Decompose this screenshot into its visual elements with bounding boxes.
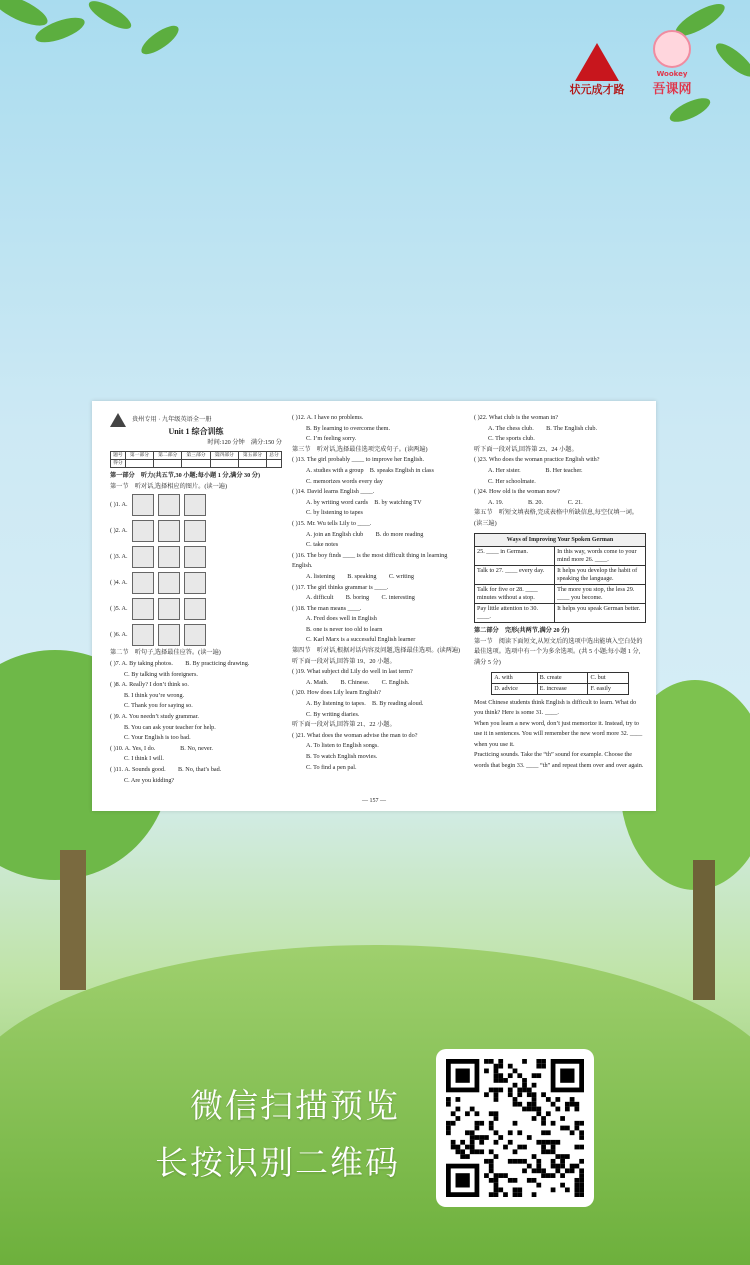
question-line: A. By listening to tapes. B. By reading aloud. <box>306 700 424 708</box>
score-cell <box>182 460 210 468</box>
question-line: A. difficult B. boring C. interesting <box>306 594 415 602</box>
question-line: C. To find a pen pal. <box>306 763 357 771</box>
score-cell: 第二部分 <box>154 452 182 460</box>
question-line: C. By writing diaries. <box>306 710 360 718</box>
question-line: ( )22. What club is the woman in? <box>474 414 559 421</box>
question-line: 第四节 听对话,根据对话内容及问题,选择最佳选项。(读两遍) <box>292 647 461 655</box>
score-table <box>110 451 282 468</box>
listening-table <box>474 533 646 624</box>
question-line: C. Her schoolmate. <box>488 477 536 485</box>
question-line: ( )11. A. Sounds good. B. No, that’s bad. <box>110 765 222 773</box>
qr-code-icon[interactable] <box>446 1059 584 1197</box>
question-line: ( )13. The girl probably ____ to improve her English. <box>292 456 425 464</box>
question-line: A. To listen to English songs. <box>306 742 379 750</box>
table-cell: The more you stop, the less 29. ____ you become. <box>555 585 646 604</box>
question-line: C. memorizes words every day <box>306 477 383 485</box>
question-line: ( )18. The man means ____. <box>292 604 362 612</box>
table-cell: It helps you develop the habit of speaking the language. <box>555 566 646 585</box>
table-row <box>475 604 646 623</box>
question-line: ( )20. How does Lily learn English? <box>292 689 381 697</box>
option-cell: D. advice <box>492 683 537 694</box>
paper-column-1 <box>110 413 282 786</box>
question-line: C. Thank you for saying so. <box>124 702 193 710</box>
paper-header <box>110 413 282 427</box>
passage-paragraph: Most Chinese students think English is difficult to learn. What do you think? Here is some 31. ____. <box>474 698 637 717</box>
question-line: ( )9. A. You needn’t study grammar. <box>110 712 199 720</box>
question-line: B. To watch English movies. <box>306 753 378 760</box>
question-line: B. You can ask your teacher for help. <box>124 723 216 731</box>
question-line: C. Karl Marx is a successful English learner <box>306 636 416 644</box>
part2-section1-heading: 第一节 阅读下面短文,从短文后的选项中选出能填入空白处的最佳选项。选项中有一个为多余选项。(共 5 小题;每小题 1 分,满分 5 分) <box>474 637 643 666</box>
table-cell: Talk to 27. ____ every day. <box>475 566 555 585</box>
picture-option-image <box>158 572 180 594</box>
question-line: ( )16. The boy finds ____ is the most difficult thing in learning English. <box>292 551 448 570</box>
table-row <box>475 585 646 604</box>
picture-option-image <box>158 624 180 646</box>
picture-option-image <box>132 494 154 516</box>
section2-heading: 第二节 听句子,选择最佳应答。(读一遍) <box>110 649 221 657</box>
score-cell: 第一部分 <box>125 452 153 460</box>
paper-logo-icon <box>110 413 126 427</box>
question-line: 听下面一段对话,回答第 21、22 小题。 <box>292 721 396 729</box>
score-cell <box>267 460 282 468</box>
picture-option-image <box>184 546 206 568</box>
option-cell: C. but <box>588 672 628 683</box>
picture-question-row <box>110 596 282 622</box>
question-line: ( )8. A. Really? I don’t think so. <box>110 681 189 689</box>
paper-time: 时间:120 分钟 满分:150 分 <box>207 438 282 446</box>
question-line: 第三节 听对话,选择最佳选项完成句子。(读两遍) <box>292 445 428 453</box>
question-line: ( )12. A. I have no problems. <box>292 414 364 421</box>
question-line: C. I think I will. <box>124 755 164 763</box>
zhuangyuan-logo <box>566 43 628 97</box>
qr-code-card[interactable] <box>436 1049 594 1207</box>
question-line: 听下面一段对话,回答第 23、24 小题。 <box>474 445 578 453</box>
question-line: ( )21. What does the woman advise the man to do? <box>292 731 418 739</box>
table-cell: It helps you speak German better. <box>555 604 646 623</box>
question-line: ( )7. A. By taking photos. B. By practicing drawing. <box>110 659 250 667</box>
scan-preview-text: 微信扫描预览 <box>190 1086 400 1125</box>
question-line: C. Your English is too bad. <box>124 734 191 742</box>
options-box <box>491 672 629 695</box>
picture-option-image <box>184 572 206 594</box>
score-cell: 总分 <box>267 452 282 460</box>
question-line: 第五节 听短文填表格,完成表格中所缺信息,每空仅填一词。(读三遍) <box>474 509 638 527</box>
score-cell <box>125 460 153 468</box>
long-press-qr-text: 长按识别二维码 <box>155 1143 400 1182</box>
wukewang-logo <box>642 30 702 97</box>
question-label: ( )3. A. <box>110 553 128 561</box>
column2-questions <box>292 413 464 773</box>
picture-question-row <box>110 570 282 596</box>
picture-option-image <box>132 520 154 542</box>
picture-option-image <box>132 624 154 646</box>
score-cell: 得分 <box>111 460 126 468</box>
column1-questions <box>110 659 282 786</box>
picture-question-row <box>110 492 282 518</box>
question-line: ( )23. Who does the woman practice English with? <box>474 456 600 464</box>
picture-option-image <box>158 494 180 516</box>
triangle-logo-icon <box>575 43 619 81</box>
table-title: Ways of Improving Your Spoken German <box>475 533 646 547</box>
question-line: C. Are you kidding? <box>124 776 175 784</box>
question-line: A. studies with a group B. speaks English in class <box>306 466 434 474</box>
picture-option-image <box>184 494 206 516</box>
option-cell: F. easily <box>588 683 628 694</box>
passage-paragraph: Practicing sounds. Take the “th” sound for example. Choose the words that begin 33. ____ “th” and repeat them over and over again. <box>474 751 644 770</box>
section1-heading: 第一节 听对话,选择相应的图片。(读一遍) <box>110 482 228 490</box>
logo-left-text: 状元成才路 <box>569 83 625 96</box>
table-row <box>475 566 646 585</box>
question-line: B. By learning to overcome them. <box>306 424 391 432</box>
option-cell: B. create <box>537 672 588 683</box>
question-line: B. I think you’re wrong. <box>124 691 185 699</box>
logo-badge-text: Wookey <box>656 70 688 78</box>
paper-header-text: 贵州专用 · 九年级英语全一册 <box>132 415 212 423</box>
option-row <box>492 683 629 694</box>
table-row <box>475 547 646 566</box>
score-cell <box>154 460 182 468</box>
cloze-passage <box>474 698 646 772</box>
question-line: A. 19. B. 20. C. 21. <box>488 498 583 506</box>
score-row <box>111 452 282 460</box>
question-line: C. take notes <box>306 541 339 549</box>
score-cell: 第四部分 <box>210 452 238 460</box>
question-label: ( )5. A. <box>110 605 128 613</box>
question-line: 听下面一段对话,回答第 19、20 小题。 <box>292 657 396 665</box>
page-number: — 157 — <box>362 798 386 805</box>
paper-column-3 <box>474 413 646 772</box>
score-cell: 题号 <box>111 452 126 460</box>
question-label: ( )1. A. <box>110 501 128 509</box>
question-label: ( )6. A. <box>110 631 128 639</box>
picture-option-image <box>184 598 206 620</box>
table-cell: 25. ____ in German. <box>475 547 555 566</box>
picture-option-image <box>184 624 206 646</box>
score-cell <box>238 460 266 468</box>
score-cell: 第五部分 <box>238 452 266 460</box>
picture-option-image <box>132 546 154 568</box>
question-label: ( )4. A. <box>110 579 128 587</box>
picture-option-image <box>158 598 180 620</box>
table-cell: Talk for five or 28. ____ minutes without a stop. <box>475 585 555 604</box>
question-line: ( )19. What subject did Lily do well in last term? <box>292 668 413 676</box>
table-cell: Pay little attention to 30. ____. <box>475 604 555 623</box>
paper-title: Unit 1 综合训练 <box>168 427 224 436</box>
score-row <box>111 460 282 468</box>
picture-option-image <box>184 520 206 542</box>
question-line: A. Fred does well in English <box>306 615 377 623</box>
passage-paragraph: When you learn a new word, don’t just memorize it. Instead, try to use it in sentences. You will remember the new word more 32. ____ when you use it. <box>474 719 643 748</box>
question-line: C. by listening to tapes <box>306 509 363 517</box>
question-line: A. join an English club B. do more reading <box>306 530 424 538</box>
question-line: C. I’m feeling sorry. <box>306 435 357 443</box>
picture-option-image <box>132 598 154 620</box>
question-line: ( )15. Mr. Wu tells Lily to ____. <box>292 519 372 527</box>
picture-option-image <box>132 572 154 594</box>
column3-questions <box>474 413 646 530</box>
question-label: ( )2. A. <box>110 527 128 535</box>
picture-question-row <box>110 622 282 648</box>
question-line: B. one is never too old to learn <box>306 625 383 633</box>
question-line: A. Her sister. B. Her teacher. <box>488 466 583 474</box>
score-cell <box>210 460 238 468</box>
question-line: A. by writing word cards B. by watching TV <box>306 498 422 506</box>
question-line: C. The sports club. <box>488 435 535 443</box>
option-cell: E. increase <box>537 683 588 694</box>
table-cell: In this way, words come to your mind more 26. ____. <box>555 547 646 566</box>
option-row <box>492 672 629 683</box>
question-line: A. The chess club. B. The English club. <box>488 424 598 432</box>
exam-paper-preview[interactable] <box>92 401 656 811</box>
paper-column-2 <box>292 413 464 773</box>
picture-question-row <box>110 544 282 570</box>
part2-heading: 第二部分 完形(共两节,满分 20 分) <box>474 627 570 635</box>
option-cell: A. with <box>492 672 537 683</box>
picture-questions <box>110 492 282 648</box>
picture-option-image <box>158 546 180 568</box>
question-line: C. By talking with foreigners. <box>124 670 198 678</box>
question-line: ( )14. David learns English ____. <box>292 488 375 496</box>
question-line: A. Math. B. Chinese. C. English. <box>306 678 410 686</box>
question-line: ( )10. A. Yes, I do. B. No, never. <box>110 744 213 752</box>
mascot-icon <box>653 30 691 68</box>
logo-right-text: 吾课网 <box>652 82 692 97</box>
question-line: ( )24. How old is the woman now? <box>474 488 560 496</box>
brand-logos <box>566 30 702 97</box>
question-line: ( )17. The girl thinks grammar is ____. <box>292 583 389 591</box>
score-cell: 第三部分 <box>182 452 210 460</box>
picture-question-row <box>110 518 282 544</box>
picture-option-image <box>158 520 180 542</box>
question-line: A. listening B. speaking C. writing <box>306 572 414 580</box>
part1-heading: 第一部分 听力(共五节,30 小题;每小题 1 分,满分 30 分) <box>110 472 261 480</box>
